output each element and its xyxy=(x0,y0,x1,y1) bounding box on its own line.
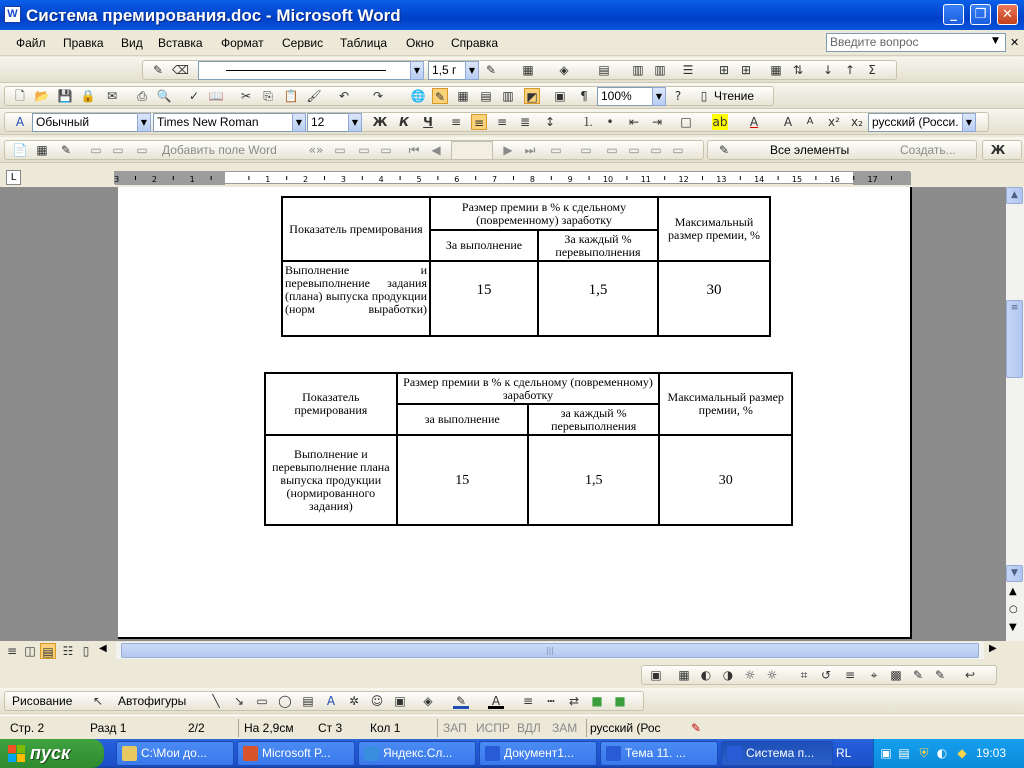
close-button[interactable]: ✕ xyxy=(997,4,1018,25)
status-page: Стр. 2 xyxy=(10,721,45,735)
ruler-tick xyxy=(702,176,703,180)
find-entry-icon: ▭ xyxy=(550,143,562,157)
t2-header-size: Размер премии в % к сдельному (повременному) заработку xyxy=(397,373,660,404)
ruler-tick xyxy=(475,176,476,180)
decrease-indent-icon[interactable]: ⇤ xyxy=(628,115,640,129)
align-cell-icon[interactable]: ☰ xyxy=(682,63,694,77)
distribute-rows-icon[interactable]: ⊞ xyxy=(718,63,730,77)
borders-icon[interactable]: ▦ xyxy=(522,63,534,77)
ruler-tick xyxy=(173,176,174,180)
font-dropdown[interactable]: ▼ xyxy=(292,113,306,132)
status-ovr[interactable]: ЗАМ xyxy=(552,721,578,735)
ruler-tick xyxy=(815,176,816,180)
shading-icon[interactable]: ◈ xyxy=(559,63,569,77)
ruler-tick xyxy=(853,176,854,180)
less-contrast-icon[interactable]: ◑ xyxy=(722,668,734,682)
start-button[interactable]: пуск xyxy=(0,739,104,768)
line-weight-dropdown[interactable]: ▼ xyxy=(465,61,479,80)
copy-icon[interactable]: ⎘ xyxy=(263,89,273,103)
check-errors-icon: ▭ xyxy=(580,143,592,157)
help-icon[interactable]: ? xyxy=(674,89,682,103)
subscript-icon[interactable]: x₂ xyxy=(851,115,863,129)
drawing-toolbar xyxy=(0,688,1024,714)
menu-insert[interactable]: Вставка xyxy=(158,36,203,50)
format-painter-icon[interactable]: 🖌 xyxy=(306,89,322,103)
line-spacing-icon[interactable]: ↕ xyxy=(544,115,556,129)
diagram-icon[interactable]: ✲ xyxy=(348,694,360,708)
status-divider-3 xyxy=(586,719,587,737)
t2-value-max: 30 xyxy=(659,435,792,525)
split-cells-icon[interactable]: ▥ xyxy=(654,63,666,77)
scroll-right-button[interactable]: ▶ xyxy=(989,643,997,654)
status-trk[interactable]: ИСПР xyxy=(476,721,510,735)
scroll-left-button[interactable]: ◀ xyxy=(99,643,107,654)
task-label: C:\Мои до... xyxy=(141,746,207,760)
draw-menu-button[interactable]: Рисование xyxy=(12,694,73,708)
insert-table-icon[interactable]: ▤ xyxy=(598,63,610,77)
ruler-number: 9 xyxy=(567,175,573,184)
font-size-dropdown[interactable]: ▼ xyxy=(348,113,362,132)
network-icon[interactable]: ▣ xyxy=(880,746,892,760)
ruler-number: 2 xyxy=(303,175,309,184)
merge-to-document-icon: ▭ xyxy=(606,143,618,157)
permission-icon[interactable]: 🔒 xyxy=(80,89,96,103)
border-color-icon[interactable]: ✎ xyxy=(485,63,497,77)
print-layout-view-icon[interactable]: ▤ xyxy=(40,643,56,659)
print-preview-icon[interactable]: 🔍 xyxy=(156,89,172,103)
outside-border-icon[interactable]: □ xyxy=(680,115,692,129)
document-map-icon[interactable]: ▣ xyxy=(554,89,566,103)
menu-format[interactable]: Формат xyxy=(221,36,264,50)
styles-pane-icon[interactable]: A xyxy=(15,115,25,129)
bold-button[interactable]: Ж xyxy=(372,115,388,129)
xml-structure-icon[interactable]: ✎ xyxy=(718,143,730,157)
justify-icon[interactable]: ≣ xyxy=(519,115,531,129)
color-icon[interactable]: ▦ xyxy=(678,668,690,682)
ruler-number: 14 xyxy=(754,175,765,184)
tables-borders-icon[interactable]: ✎ xyxy=(432,88,448,104)
italic-button[interactable]: К xyxy=(399,115,409,129)
ruler-tick xyxy=(248,176,249,180)
paste-icon[interactable]: 📋 xyxy=(283,89,299,103)
t2-row-label: Выполнение и перевыполнение плана выпуска продукции (нормированного задания) xyxy=(265,435,397,525)
windows-logo-icon xyxy=(8,745,26,762)
task-document1[interactable] xyxy=(479,741,597,766)
task-label: Тема 11. ... xyxy=(625,746,686,760)
task-sistema-premirovaniya[interactable] xyxy=(721,741,833,766)
task-label: Система п... xyxy=(746,746,815,760)
textbox-icon[interactable]: ▤ xyxy=(302,694,314,708)
numbering-icon[interactable]: ⒈ xyxy=(581,115,594,129)
task-label: Microsoft P... xyxy=(262,746,331,760)
status-rec[interactable]: ЗАП xyxy=(443,721,467,735)
redo-icon[interactable]: ↷ xyxy=(372,89,384,103)
ruler-number: 15 xyxy=(791,175,803,184)
autoshapes-menu-button[interactable]: Автофигуры xyxy=(118,694,187,708)
ie-icon xyxy=(364,746,379,761)
highlight-icon[interactable]: ab xyxy=(712,115,728,129)
status-language[interactable]: русский (Рос xyxy=(590,721,661,735)
compress-icon[interactable]: ⌖ xyxy=(870,668,878,682)
merge-to-email-icon: ▭ xyxy=(650,143,662,157)
add-word-field-button: Добавить поле Word xyxy=(162,143,277,157)
shadow-icon[interactable]: ■ xyxy=(591,694,603,708)
menu-window[interactable]: Окно xyxy=(406,36,434,50)
picture-toolbar-row xyxy=(0,663,1024,687)
previous-record-icon: ◀ xyxy=(431,143,441,157)
ruler-number: 1 xyxy=(265,175,271,184)
minimize-button[interactable]: _ xyxy=(943,4,964,25)
sort-descending-icon[interactable]: ↑ xyxy=(844,63,856,77)
folder-icon xyxy=(122,746,137,761)
insert-picture-icon[interactable]: ▣ xyxy=(650,668,662,682)
horizontal-ruler[interactable] xyxy=(114,171,910,184)
print-icon[interactable]: ⎙ xyxy=(137,89,147,103)
show-formatting-icon[interactable]: ¶ xyxy=(580,89,588,103)
propagate-labels-icon: ▭ xyxy=(380,143,392,157)
ruler-number: 1 xyxy=(189,175,195,184)
less-brightness-icon[interactable]: ☼ xyxy=(766,668,778,682)
highlight-fields-icon: ▭ xyxy=(334,143,346,157)
ruler-tick xyxy=(324,176,325,180)
select-objects-icon[interactable]: ↖ xyxy=(92,694,104,708)
spelling-icon[interactable]: ✓ xyxy=(188,89,200,103)
toolbar-formatting xyxy=(0,109,1024,135)
language-indicator[interactable]: RL xyxy=(836,746,852,760)
ruler-tick xyxy=(400,176,401,180)
grow-font-icon[interactable]: A xyxy=(783,115,793,129)
wordart-icon[interactable]: A xyxy=(326,694,336,708)
menu-tools[interactable]: Сервис xyxy=(282,36,324,50)
oval-icon[interactable]: ◯ xyxy=(278,694,292,708)
reading-view-icon[interactable]: ▯ xyxy=(82,644,90,658)
distribute-columns-icon[interactable]: ⊞ xyxy=(740,63,752,77)
create-button: Создать... xyxy=(900,143,956,157)
ruler-number: 7 xyxy=(492,175,498,184)
open-data-source-icon[interactable]: ▦ xyxy=(36,143,48,157)
increase-indent-icon[interactable]: ⇥ xyxy=(651,115,663,129)
ruler-number: 12 xyxy=(678,175,689,184)
status-page-count: 2/2 xyxy=(188,721,205,735)
insert-table-std-icon[interactable]: ▦ xyxy=(457,89,469,103)
close-document-icon[interactable]: ✕ xyxy=(1010,36,1020,49)
status-section: Разд 1 xyxy=(90,721,127,735)
ruler-number: 3 xyxy=(114,175,120,184)
line-weight-select[interactable]: 1,5 г xyxy=(428,61,466,80)
language-select[interactable]: русский (Росси. xyxy=(868,113,964,132)
task-yandex[interactable] xyxy=(358,741,476,766)
status-bar xyxy=(0,715,1024,739)
record-number-input xyxy=(451,141,493,160)
t1-header-max: Максимальный размер премии, % xyxy=(658,197,770,261)
status-ext[interactable]: ВДЛ xyxy=(517,721,541,735)
merge-to-fax-icon: ▭ xyxy=(672,143,684,157)
bonus-table-2[interactable] xyxy=(264,372,793,526)
t2-header-max: Максимальный размер премии, % xyxy=(659,373,792,435)
3d-icon[interactable]: ■ xyxy=(614,694,626,708)
word-icon xyxy=(606,746,621,761)
menu-file[interactable]: Файл xyxy=(16,36,46,50)
eraser-icon[interactable]: ⌫ xyxy=(172,63,189,77)
ruler-number: 16 xyxy=(829,175,840,184)
toolbar-mailmerge-frame xyxy=(4,140,704,160)
outline-view-icon[interactable]: ☷ xyxy=(62,644,74,658)
draw-font-color-icon[interactable]: A xyxy=(488,693,504,709)
previous-page-icon[interactable]: ▲ xyxy=(1009,586,1017,597)
ruler-tick xyxy=(437,176,438,180)
spelling-status-icon[interactable]: ✎ xyxy=(690,721,702,735)
shield-icon[interactable]: ⛨ xyxy=(919,746,929,760)
bonus-table-1[interactable] xyxy=(281,196,771,337)
ruler-number: 10 xyxy=(602,175,614,184)
ruler-tick xyxy=(211,176,212,180)
ruler-number: 2 xyxy=(151,175,157,184)
t1-value-each: 1,5 xyxy=(538,261,658,336)
format-picture-icon[interactable]: ✎ xyxy=(912,668,924,682)
edit-icon[interactable]: ✎ xyxy=(152,63,164,77)
text-wrap-icon[interactable]: ▩ xyxy=(890,668,902,682)
arrow-style-icon[interactable]: ⇄ xyxy=(568,694,580,708)
menu-view[interactable]: Вид xyxy=(121,36,143,50)
t1-header-size: Размер премии в % к сдельному (повременному) заработку xyxy=(430,197,658,230)
text-direction-icon[interactable]: ⇅ xyxy=(792,63,804,77)
last-record-icon: ⏭ xyxy=(524,143,536,157)
task-powerpoint[interactable] xyxy=(237,741,355,766)
ruler-number: 8 xyxy=(529,175,535,184)
ruler-tick xyxy=(589,176,590,180)
status-column: Кол 1 xyxy=(370,721,401,735)
t2-value-fulfill: 15 xyxy=(397,435,528,525)
task-label: Яндекс.Сл... xyxy=(383,746,453,760)
ruler-tick xyxy=(513,176,514,180)
horizontal-scroll-thumb[interactable]: ||| xyxy=(121,643,979,658)
autoformat-table-icon[interactable]: ▦ xyxy=(770,63,782,77)
t2-header-indicator: Показатель премирования xyxy=(265,373,397,435)
view-merged-data-icon: «» xyxy=(308,143,324,157)
drawing-icon[interactable]: ◩ xyxy=(524,88,540,104)
autosum-icon[interactable]: Σ xyxy=(868,63,876,77)
ruler-number: 5 xyxy=(416,175,422,184)
ruler-tick xyxy=(664,176,665,180)
status-position: На 2,9см xyxy=(244,721,294,735)
t1-header-indicator: Показатель премирования xyxy=(282,197,430,261)
recipients-icon[interactable]: ✎ xyxy=(60,143,72,157)
align-right-icon[interactable]: ≡ xyxy=(496,115,508,129)
window-title: Система премирования.doc - Microsoft Word xyxy=(26,6,401,25)
line-color-icon[interactable]: ✎ xyxy=(453,693,469,709)
ruler-number: 17 xyxy=(867,175,878,184)
font-select[interactable]: Times New Roman xyxy=(153,113,293,132)
arrow-icon[interactable]: ↘ xyxy=(233,694,245,708)
help-dropdown-icon[interactable]: ▼ xyxy=(992,36,999,46)
columns-icon[interactable]: ▥ xyxy=(502,89,514,103)
superscript-icon[interactable]: x² xyxy=(828,115,840,129)
save-icon[interactable]: 💾 xyxy=(57,89,73,103)
reset-picture-icon[interactable]: ↩ xyxy=(964,668,976,682)
reading-mode-button[interactable]: Чтение xyxy=(714,89,755,103)
normal-view-icon[interactable]: ≡ xyxy=(6,644,18,658)
powerpoint-icon xyxy=(243,746,258,761)
insert-address-icon: ▭ xyxy=(90,143,102,157)
crop-icon[interactable]: ⌗ xyxy=(800,668,808,682)
ruler-tick xyxy=(740,176,741,180)
web-view-icon[interactable]: ◫ xyxy=(24,644,36,658)
t2-header-each-pct: за каждый % перевыполнения xyxy=(528,404,660,435)
line-icon[interactable]: ╲ xyxy=(212,694,220,708)
ruler-tick xyxy=(551,176,552,180)
picture-icon[interactable]: ▣ xyxy=(394,694,406,708)
align-left-icon[interactable]: ≡ xyxy=(450,115,462,129)
next-page-icon[interactable]: ▼ xyxy=(1009,622,1017,633)
new-document-icon[interactable]: 🗋 xyxy=(15,89,25,103)
status-divider-2 xyxy=(437,719,438,737)
task-label: Документ1... xyxy=(504,746,574,760)
tray-app-icon[interactable]: ◆ xyxy=(957,746,967,760)
vertical-scroll-thumb[interactable]: ≡ xyxy=(1006,300,1023,378)
line-style-icon[interactable]: ≡ xyxy=(844,668,856,682)
help-search-input[interactable]: Введите вопрос xyxy=(826,33,1006,52)
zoom-select[interactable]: 100% xyxy=(597,87,653,106)
style-dropdown[interactable]: ▼ xyxy=(137,113,151,132)
clipart-icon[interactable]: ☺ xyxy=(370,694,384,708)
ruler-ticks xyxy=(115,172,911,185)
match-fields-icon: ▭ xyxy=(358,143,370,157)
hyperlink-icon[interactable]: 🌐 xyxy=(410,89,426,103)
ruler-number: 11 xyxy=(640,175,651,184)
dash-style-icon[interactable]: ┅ xyxy=(547,694,555,708)
ruler-number: 3 xyxy=(340,175,346,184)
display-icon[interactable]: ▤ xyxy=(898,746,910,760)
menu-table[interactable]: Таблица xyxy=(340,36,388,50)
menu-edit[interactable]: Правка xyxy=(63,36,104,50)
cut-icon[interactable]: ✂ xyxy=(240,89,252,103)
all-elements-select[interactable]: Все элементы xyxy=(770,143,850,157)
t1-row-label: Выполнение и перевыполнение задания (плана) выпуска продукции (норм выработки) xyxy=(282,261,430,336)
toolbar-row-1 xyxy=(0,57,1024,83)
font-size-select[interactable]: 12 xyxy=(307,113,349,132)
sort-ascending-icon[interactable]: ↓ xyxy=(822,63,834,77)
style-select[interactable]: Обычный xyxy=(32,113,138,132)
set-transparent-icon[interactable]: ✎ xyxy=(934,668,946,682)
greeting-icon: ▭ xyxy=(112,143,124,157)
underline-button[interactable]: Ч xyxy=(423,115,433,129)
toolbar-mailmerge xyxy=(0,137,1024,163)
ruler-tick xyxy=(778,176,779,180)
next-record-icon: ▶ xyxy=(503,143,513,157)
font-color-icon[interactable]: A xyxy=(749,115,759,129)
research-icon[interactable]: 📖 xyxy=(208,89,224,103)
merge-cells-icon[interactable]: ▥ xyxy=(632,63,644,77)
merge-fields-icon: ▭ xyxy=(136,143,148,157)
status-divider-1 xyxy=(238,719,239,737)
rectangle-icon[interactable]: ▭ xyxy=(256,694,268,708)
ruler-tick xyxy=(362,176,363,180)
ruler-tick xyxy=(891,176,892,180)
align-center-icon[interactable]: ≡ xyxy=(471,114,487,130)
status-line: Ст 3 xyxy=(318,721,343,735)
select-browse-object-icon[interactable]: ○ xyxy=(1009,604,1018,615)
main-document-setup-icon[interactable]: 📄 xyxy=(12,143,28,157)
t2-header-fulfill: за выполнение xyxy=(397,404,528,435)
word-icon xyxy=(485,746,500,761)
task-my-documents[interactable] xyxy=(116,741,234,766)
t1-header-each-pct: За каждый % перевыполнения xyxy=(538,230,658,261)
ruler-number: 6 xyxy=(454,175,460,184)
rotate-icon[interactable]: ↺ xyxy=(820,668,832,682)
merge-to-printer-icon: ▭ xyxy=(628,143,640,157)
ruler-tick xyxy=(286,176,287,180)
antivirus-icon[interactable]: ◐ xyxy=(936,746,948,760)
t1-value-max: 30 xyxy=(658,261,770,336)
menu-help[interactable]: Справка xyxy=(451,36,499,50)
ruler-number: 13 xyxy=(716,175,727,184)
toolbar-standard xyxy=(0,83,1024,109)
word-app-icon[interactable]: W xyxy=(4,6,21,23)
insert-excel-icon[interactable]: ▤ xyxy=(480,89,492,103)
line-style-dropdown[interactable]: ▼ xyxy=(410,61,424,80)
undo-icon[interactable]: ↶ xyxy=(338,89,350,103)
open-icon[interactable]: 📂 xyxy=(34,89,50,103)
zoom-dropdown[interactable]: ▼ xyxy=(652,87,666,106)
title-bar[interactable] xyxy=(0,0,1024,30)
scroll-up-button[interactable]: ▲ xyxy=(1006,187,1023,204)
clock: 19:03 xyxy=(976,746,1007,760)
language-dropdown[interactable]: ▼ xyxy=(962,113,976,132)
more-brightness-icon[interactable]: ☼ xyxy=(744,668,756,682)
fill-color-icon[interactable]: ◈ xyxy=(423,694,433,708)
t2-value-each: 1,5 xyxy=(528,435,660,525)
task-tema11[interactable] xyxy=(600,741,718,766)
bullets-icon[interactable]: • xyxy=(606,115,614,129)
scroll-down-button[interactable]: ▼ xyxy=(1006,565,1023,582)
more-contrast-icon[interactable]: ◐ xyxy=(700,668,712,682)
ruler-tick xyxy=(135,176,136,180)
t1-value-fulfill: 15 xyxy=(430,261,538,336)
maximize-button[interactable]: ❐ xyxy=(970,4,991,25)
line-style-select[interactable] xyxy=(198,61,412,80)
ruler-number: 4 xyxy=(378,175,384,184)
word-icon xyxy=(727,746,742,761)
email-icon[interactable]: ✉ xyxy=(106,89,118,103)
ruler-tick xyxy=(626,176,627,180)
tab-selector[interactable]: L xyxy=(6,170,21,185)
t1-header-fulfill: За выполнение xyxy=(430,230,538,261)
reading-icon[interactable]: ▯ xyxy=(700,89,708,103)
line-weight-icon[interactable]: ≡ xyxy=(522,694,534,708)
first-record-icon: ⏮ xyxy=(408,143,420,157)
bold-extra-button[interactable]: Ж xyxy=(990,143,1006,157)
shrink-font-icon[interactable]: A xyxy=(806,116,814,127)
